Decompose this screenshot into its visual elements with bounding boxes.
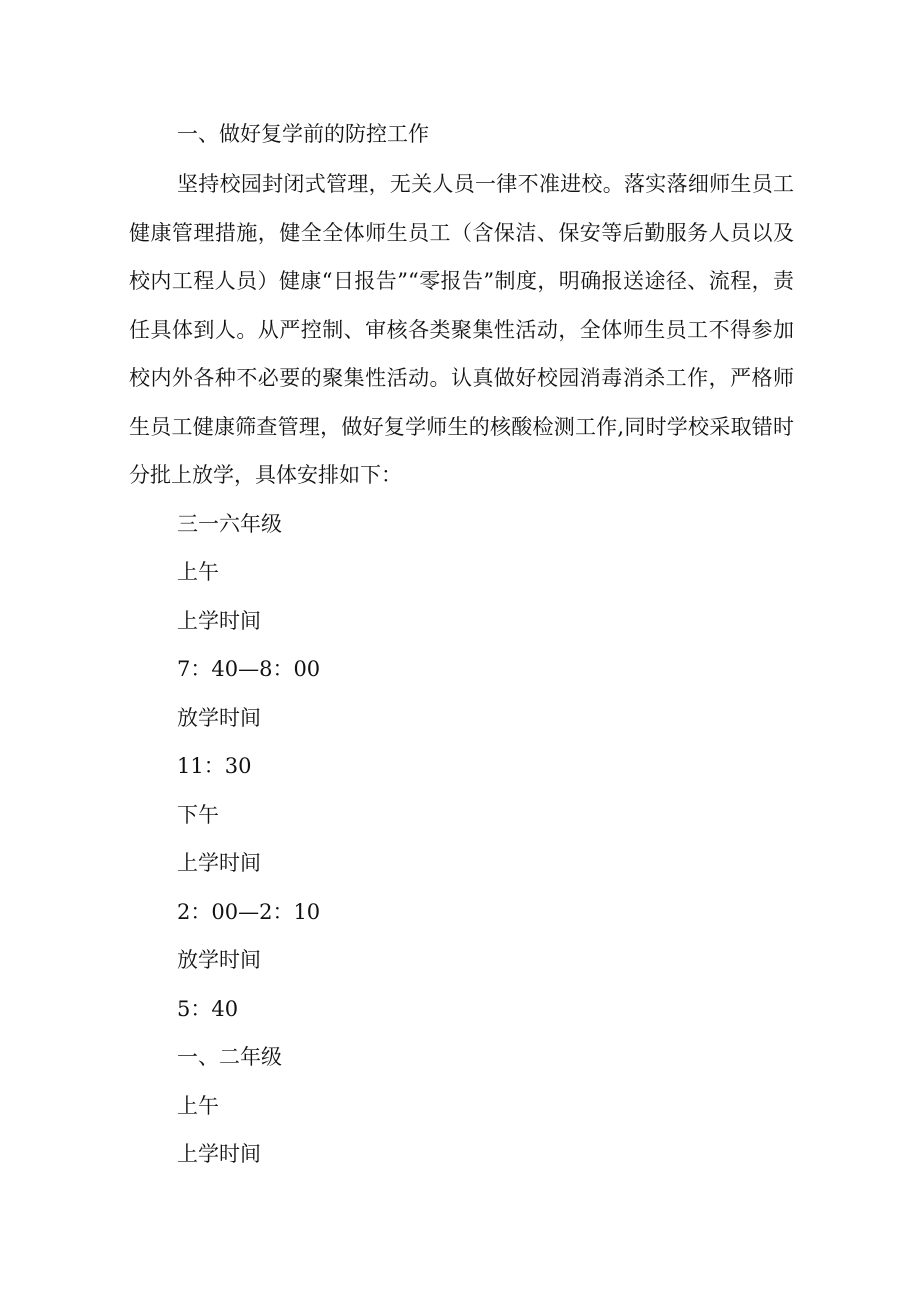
schedule-line-arrival-label: 上学时间 — [177, 851, 261, 875]
schedule-line-grades-1-2: 一、二年级 — [177, 1045, 282, 1069]
section-heading: 一、做好复学前的防控工作 — [177, 122, 429, 146]
schedule-line-dismissal-label: 放学时间 — [177, 948, 261, 972]
schedule-line-arrival-label: 上学时间 — [177, 1142, 261, 1166]
document-body — [129, 112, 794, 1179]
schedule-line-dismissal-label: 放学时间 — [177, 705, 261, 730]
schedule-line-afternoon: 下午 — [177, 802, 219, 827]
schedule-line-morning: 上午 — [177, 1093, 219, 1118]
schedule-line-morning: 上午 — [177, 560, 219, 584]
schedule-line-arrival-time: 2：00—2：10 — [177, 899, 321, 924]
schedule-line-dismissal-time: 11：30 — [177, 754, 252, 778]
body-paragraph: 坚持校园封闭式管理，无关人员一律不准进校。落实落细师生员工健康管理措施，健全全体师生员工（含保洁、保安等后勤服务人员以及校内工程人员）健康“日报告”“零报告”制度，明确报送途径、流程，责任具体到人。从严控制、审核各类聚集性活动，全体师生员工不得参加校内外各种不必要的聚集性活动。认真做好校园消毒消杀工作，严格师生员工健康筛查管理，做好复学师生的核酸检测工作,同时学校采取错时分批上放学，具体安排如下： — [129, 172, 794, 487]
schedule-line-dismissal-time: 5：40 — [177, 996, 239, 1021]
schedule-line-grades-3-6: 三一六年级 — [177, 511, 282, 536]
schedule-line-arrival-label: 上学时间 — [177, 608, 261, 633]
schedule-line-arrival-time: 7：40—8：00 — [177, 657, 321, 681]
